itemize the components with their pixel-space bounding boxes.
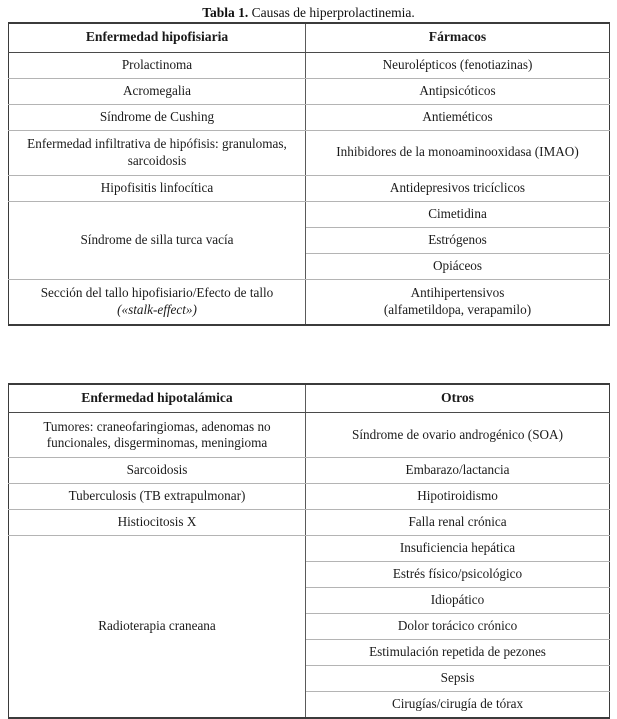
table-row [9,130,610,175]
table-row [9,484,610,510]
cell-left-merged-silla-turca: Síndrome de silla turca vacía [9,201,306,279]
table-header-row [9,23,610,52]
cell-left: Prolactinoma [9,52,306,78]
cell-right: Estrógenos [306,227,610,253]
column-header-otros: Otros [306,384,610,413]
cell-left: Sarcoidosis [9,458,306,484]
cell-left: Hipofisitis linfocítica [9,175,306,201]
table-row [9,458,610,484]
cell-right: Dolor torácico crónico [306,614,610,640]
cell-right: Neurolépticos (fenotiazinas) [306,52,610,78]
cell-left-stalk-effect [9,279,306,325]
table-header-row [9,384,610,413]
cell-right: Antieméticos [306,104,610,130]
cell-right: Síndrome de ovario androgénico (SOA) [306,413,610,458]
table-row [9,175,610,201]
cell-right-antihipertensivos [306,279,610,325]
cell-left: Histiocitosis X [9,510,306,536]
table-row [9,279,610,325]
table-causas-hiperprolactinemia-1 [8,22,610,326]
table-row [9,104,610,130]
cell-right: Opiáceos [306,253,610,279]
column-header-enfermedad-hipotalamica: Enfermedad hipotalámica [9,384,306,413]
cell-right: Cimetidina [306,201,610,227]
column-header-enfermedad-hipofisiaria: Enfermedad hipofisiaria [9,23,306,52]
cell-right: Inhibidores de la monoaminooxidasa (IMAO) [306,130,610,175]
cell-right: Hipotiroidismo [306,484,610,510]
table-row [9,413,610,458]
table-row [9,536,610,562]
cell-right: Antidepresivos tricíclicos [306,175,610,201]
table-row [9,510,610,536]
antihipertensivos-line1: Antihipertensivos [411,285,505,300]
table-row [9,78,610,104]
cell-left: Síndrome de Cushing [9,104,306,130]
cell-left: Tumores: craneofaringiomas, adenomas no funcionales, disgerminomas, meningioma [9,413,306,458]
table1-caption-text: Causas de hiperprolactinemia. [248,5,414,20]
cell-right: Falla renal crónica [306,510,610,536]
cell-right: Insuficiencia hepática [306,536,610,562]
cell-right: Idiopático [306,588,610,614]
cell-left: Tuberculosis (TB extrapulmonar) [9,484,306,510]
stalk-effect-line2: («stalk-effect») [117,302,197,317]
cell-right: Estimulación repetida de pezones [306,640,610,666]
antihipertensivos-line2: (alfametildopa, verapamilo) [384,302,531,317]
cell-right: Embarazo/lactancia [306,458,610,484]
table1-caption [0,0,617,22]
cell-left: Acromegalia [9,78,306,104]
cell-right: Cirugías/cirugía de tórax [306,692,610,719]
stalk-effect-line1: Sección del tallo hipofisiario/Efecto de tallo [41,285,274,300]
cell-left: Enfermedad infiltrativa de hipófisis: granulomas, sarcoidosis [9,130,306,175]
table-causas-hiperprolactinemia-2 [8,383,610,719]
table-spacer [0,326,617,383]
table-row [9,201,610,227]
table-row [9,52,610,78]
cell-right: Estrés físico/psicológico [306,562,610,588]
cell-right: Antipsicóticos [306,78,610,104]
cell-left-merged-radioterapia: Radioterapia craneana [9,536,306,719]
cell-right: Sepsis [306,666,610,692]
column-header-farmacos: Fármacos [306,23,610,52]
table1-caption-label: Tabla 1. [202,5,248,20]
